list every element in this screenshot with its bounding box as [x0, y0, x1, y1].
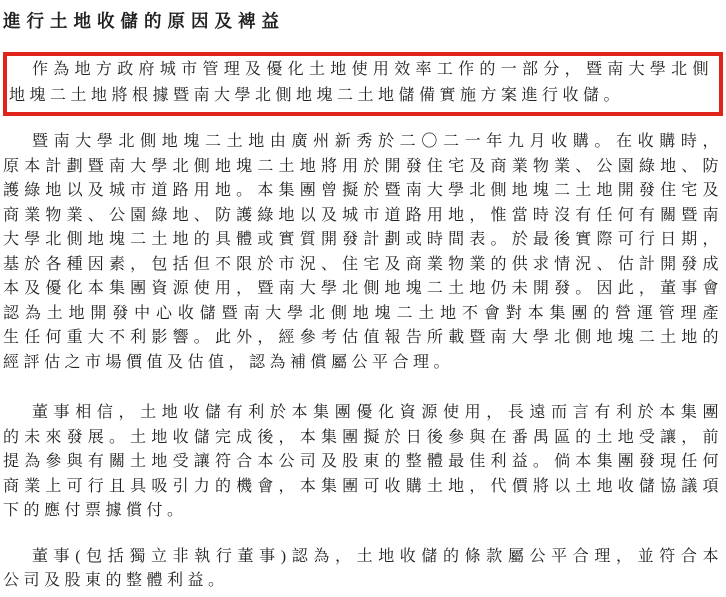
paragraph-line: 基於各種因素，包括但不限於市況、住宅及商業物業的供求情況、估計開發成	[3, 255, 723, 273]
paragraph-line: 的未來發展。土地收儲完成後，本集團擬於日後參與在番禺區的土地受讓，前	[3, 428, 723, 446]
paragraph-line: 董事(包括獨立非執行董事)認為，土地收儲的條款屬公平合理，並符合本	[32, 547, 723, 565]
highlighted-statement-box	[3, 52, 723, 116]
paragraph-line: 經評估之市場價值及估值，認為補償屬公平合理。	[3, 353, 455, 371]
paragraph-line: 暨南大學北側地塊二土地由廣州新秀於二〇二一年九月收購。在收購時，	[32, 133, 723, 150]
paragraph-line: 本及優化本集團資源使用，暨南大學北側地塊二土地仍未開發。因此，董事會	[3, 280, 723, 297]
paragraph-line: 董事相信，土地收儲有利於本集團優化資源使用，長遠而言有利於本集團	[32, 404, 723, 421]
paragraph-line: 商業上可行且具吸引力的機會，本集團可收購土地，代價將以土地收儲協議項	[3, 477, 723, 495]
paragraph-line: 公司及股東的整體利益。	[3, 572, 229, 589]
paragraph-line: 下的應付票據償付。	[3, 502, 188, 519]
paragraph-directors-opinion	[3, 545, 723, 594]
paragraph-line: 大學北側地塊二土地的具體或實質開發計劃或時間表。於最後實際可行日期，	[3, 231, 723, 248]
paragraph-line: 認為土地開發中心收儲暨南大學北側地塊二土地不會對本集團的營運管理產	[3, 304, 723, 322]
paragraph-line: 商業物業、公園綠地、防護綠地以及城市道路用地，惟當時沒有任何有關暨南	[3, 206, 723, 224]
paragraph-line: 原本計劃暨南大學北側地塊二土地將用於開發住宅及商業物業、公園綠地、防	[3, 157, 723, 175]
paragraph-line: 生任何重大不利影響。此外，經參考估值報告所載暨南大學北側地塊二土地的	[3, 329, 723, 346]
section-heading: 進行土地收儲的原因及裨益	[3, 11, 285, 31]
highlight-line: 地塊二土地將根據暨南大學北側地塊二土地儲備實施方案進行收儲。	[9, 87, 625, 104]
highlight-line: 作為地方政府城市管理及優化土地使用效率工作的一部分，暨南大學北側	[32, 61, 713, 78]
paragraph-directors-belief	[3, 401, 723, 524]
paragraph-line: 提為參與有關土地受讓符合本公司及股東的整體最佳利益。倘本集團發現任何	[3, 453, 723, 470]
paragraph-line: 護綠地以及城市道路用地。本集團曾擬於暨南大學北側地塊二土地開發住宅及	[3, 182, 723, 199]
paragraph-acquisition-background	[3, 130, 723, 375]
